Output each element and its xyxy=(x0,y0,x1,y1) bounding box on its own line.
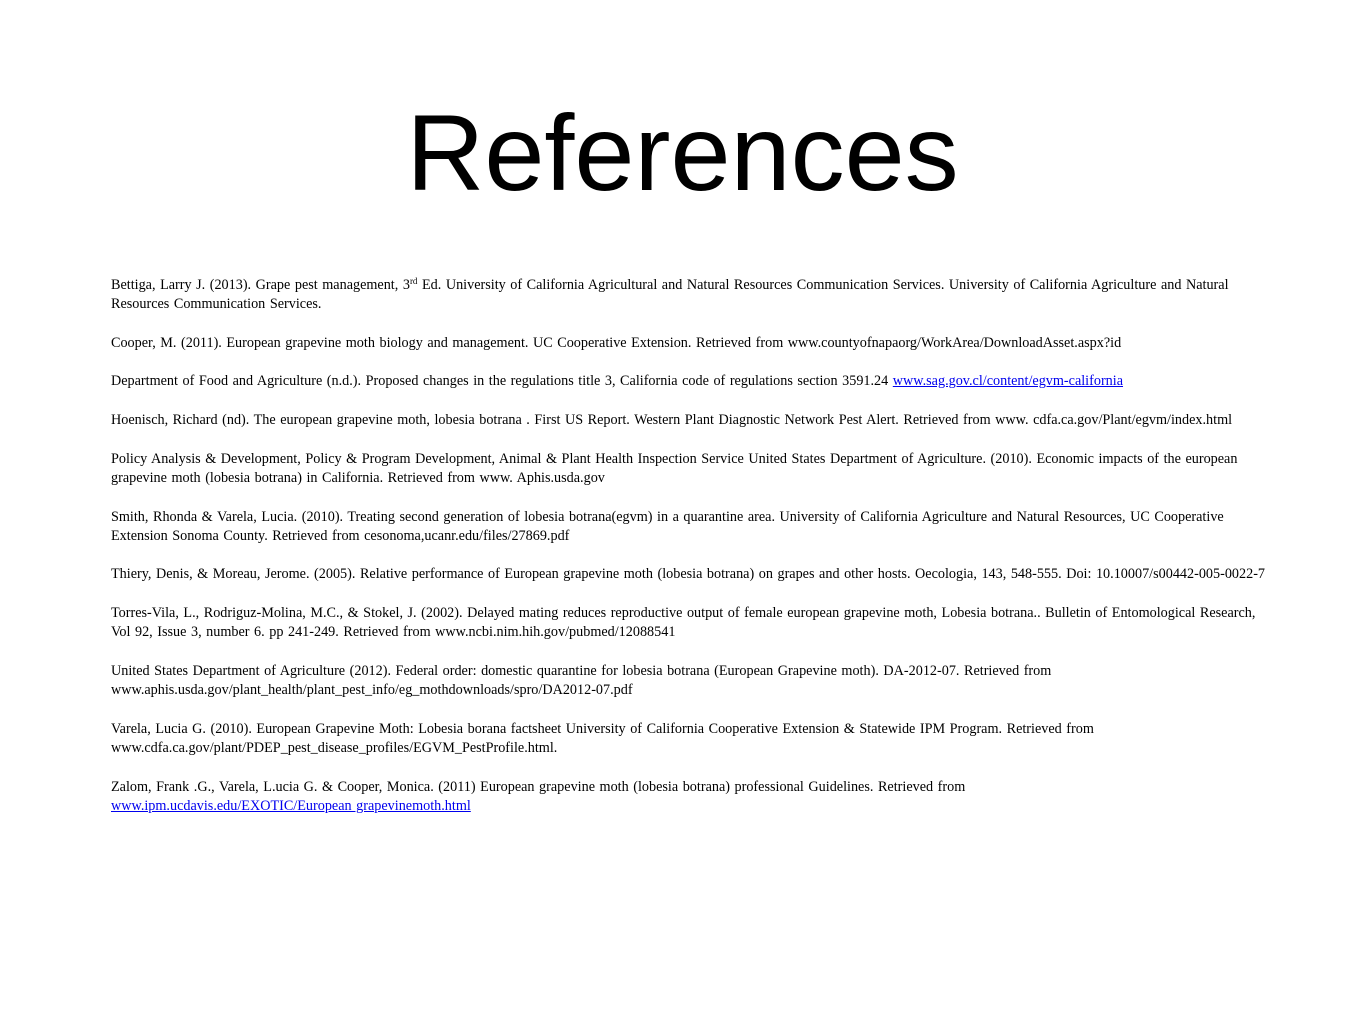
reference-varela-2010 xyxy=(111,720,1271,759)
reference-text: Bettiga, Larry J. (2013). Grape pest management, 3 xyxy=(111,277,410,293)
reference-smith-varela xyxy=(111,508,1271,547)
reference-zalom xyxy=(111,778,1271,817)
reference-hoenisch xyxy=(111,411,1271,430)
reference-dept-food-agriculture xyxy=(111,372,1271,391)
page-title: References xyxy=(406,92,959,213)
reference-policy-analysis xyxy=(111,450,1271,489)
reference-link-sag[interactable]: www.sag.gov.cl/content/egvm-california xyxy=(892,373,1124,390)
reference-text: Cooper, M. (2011). European grapevine moth biology and management. UC Cooperative Extension. Retrieved from www.countyofnapaorg/WorkArea/DownloadAsset.aspx?id xyxy=(111,334,1122,351)
references-list xyxy=(111,276,1271,836)
reference-torres-vila xyxy=(111,604,1271,643)
reference-text: Ed. University of California Agricultural and Natural Resources Communication Services. University of California Agriculture and Natural Resources Communication Services. xyxy=(111,277,1229,313)
reference-cooper xyxy=(111,334,1271,353)
reference-bettiga xyxy=(111,276,1271,315)
reference-text: Hoenisch, Richard (nd). The european grapevine moth, lobesia botrana . First US Report. Western Plant Diagnostic Network Pest Alert. Retrieved from www. cdfa.ca.gov/Plant/egvm/index.html xyxy=(111,412,1233,429)
reference-text: Varela, Lucia G. (2010). European Grapevine Moth: Lobesia borana factsheet University of California Cooperative Extension & Statewide IPM Program. Retrieved from www.cdfa.ca.gov/plant/PDEP_pest_disease_profiles/EGVM_PestProfile.html. xyxy=(111,720,1094,757)
reference-link-ipm-ucdavis[interactable]: www.ipm.ucdavis.edu/EXOTIC/European grapevinemoth.html xyxy=(111,798,471,815)
reference-text: Thiery, Denis, & Moreau, Jerome. (2005). Relative performance of European grapevine moth (lobesia botrana) on grapes and other hosts. Oecologia, 143, 548-555. Doi: 10.10007/s00442-005-0022-7 xyxy=(111,566,1266,583)
reference-text: Zalom, Frank .G., Varela, L.ucia G. & Cooper, Monica. (2011) European grapevine moth (lobesia botrana) professional Guidelines. Retrieved from xyxy=(111,778,966,795)
reference-text: Department of Food and Agriculture (n.d.). Proposed changes in the regulations title 3, California code of regulations section 3591.24 xyxy=(111,373,893,390)
reference-text: United States Department of Agriculture (2012). Federal order: domestic quarantine for lobesia botrana (European Grapevine moth). DA-2012-07. Retrieved from www.aphis.usda.gov/plant_health/plant_pest_info/eg_mothdownloads/spro/DA2012-07.pdf xyxy=(111,662,1052,699)
reference-usda-2012 xyxy=(111,662,1271,701)
reference-text: Smith, Rhonda & Varela, Lucia. (2010). Treating second generation of lobesia botrana(egvm) in a quarantine area. University of California Agriculture and Natural Resources, UC Cooperative Extension Sonoma County. Retrieved from cesonoma,ucanr.edu/files/27869.pdf xyxy=(111,508,1224,544)
reference-text: Policy Analysis & Development, Policy & Program Development, Animal & Plant Health Inspection Service United States Department of Agriculture. (2010). Economic impacts of the european grapevine moth (lobesia botrana) in California. Retrieved from www. Aphis.usda.gov xyxy=(111,450,1238,486)
reference-text: Torres-Vila, L., Rodriguz-Molina, M.C., & Stokel, J. (2002). Delayed mating reduces reproductive output of female european grapevine moth, Lobesia botrana.. Bulletin of Entomological Research, Vol 92, Issue 3, number 6. pp 241-249. Retrieved from www.ncbi.nim.hih.gov/pubmed/12088541 xyxy=(111,605,1256,641)
reference-superscript: rd xyxy=(409,276,418,286)
reference-thiery-moreau xyxy=(111,565,1271,584)
